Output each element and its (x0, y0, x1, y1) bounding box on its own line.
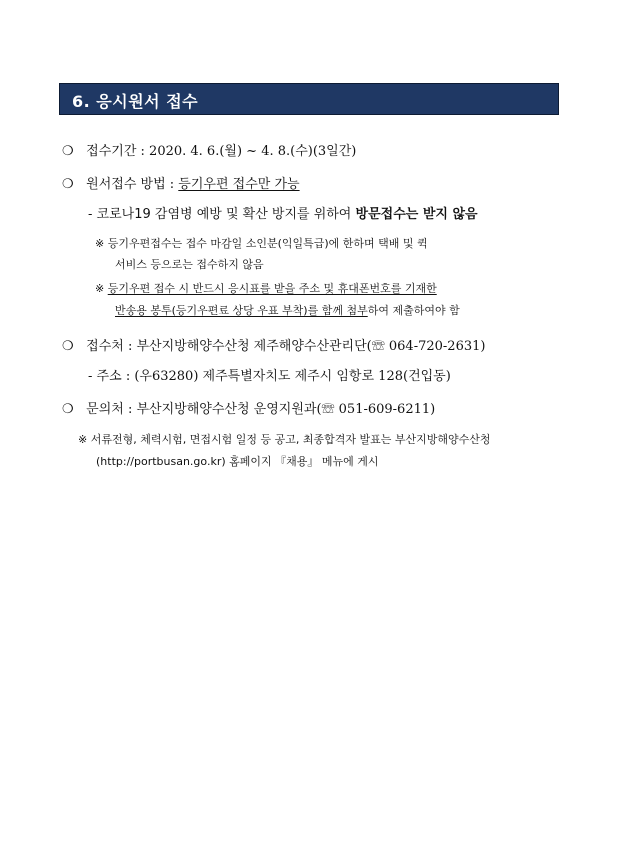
note2-text-plain: 하여 제출하여야 함 (367, 304, 460, 317)
place-row (62, 338, 485, 356)
section-header (59, 83, 559, 115)
footnote-text: 서류전형, 체력시험, 면접시험 일정 등 공고, 최종합격자 발표는 부산지방해양수산청 (90, 433, 491, 446)
address-value: (우63280) 제주특별자치도 제주시 임항로 128(건입동) (134, 369, 451, 384)
contact-separator: : (127, 402, 133, 417)
section-title: 6. 응시원서 접수 (72, 92, 199, 111)
note2-text-underlined-2: 반송용 봉투(등기우편료 상당 우표 부착)를 함께 첨부 (115, 304, 368, 317)
note1-line2: 서비스 등으로는 접수하지 않음 (115, 258, 264, 271)
place-label: 접수처 (86, 339, 124, 354)
method-row (62, 176, 300, 194)
reference-mark-icon: ※ (95, 237, 105, 250)
period-row (62, 143, 356, 161)
circle-bullet-icon: ❍ (62, 339, 74, 354)
method-separator: : (169, 177, 175, 192)
reference-mark-icon: ※ (95, 282, 105, 295)
dash-marker: - (88, 207, 93, 222)
place-value: 부산지방해양수산청 제주해양수산관리단(☏ 064-720-2631) (136, 339, 486, 354)
dash-marker: - (88, 369, 93, 384)
contact-row (62, 401, 435, 419)
note2-line2 (115, 302, 460, 320)
contact-value: 부산지방해양수산청 운영지원과(☏ 051-609-6211) (136, 402, 436, 417)
note2-text-underlined: 등기우편 접수 시 반드시 응시표를 받을 주소 및 휴대폰번호를 기재한 (107, 282, 437, 295)
covid-text: 코로나19 감염병 예방 및 확산 방지를 위하여 (96, 207, 352, 222)
place-separator: : (127, 339, 133, 354)
footnote-line2: (http://portbusan.go.kr) 홈페이지 『채용』 메뉴에 게시 (96, 455, 379, 468)
address-label: 주소 (96, 369, 122, 384)
period-value: 2020. 4. 6.(월) ~ 4. 8.(수)(3일간) (149, 144, 357, 159)
method-label: 원서접수 방법 (86, 177, 166, 192)
reference-mark-icon: ※ (78, 433, 88, 446)
address-row (88, 368, 451, 386)
circle-bullet-icon: ❍ (62, 144, 74, 159)
note1-text: 등기우편접수는 접수 마감일 소인분(익일특급)에 한하며 택배 및 퀵 (107, 237, 428, 250)
note2-line1 (95, 280, 437, 298)
covid-text-bold: 방문접수는 받지 않음 (355, 207, 478, 222)
circle-bullet-icon: ❍ (62, 402, 74, 417)
note1-line1 (95, 235, 428, 253)
contact-label: 문의처 (86, 402, 124, 417)
footnote-line1 (78, 431, 490, 449)
period-separator: : (140, 144, 145, 159)
period-label: 접수기간 (86, 144, 137, 159)
address-separator: : (125, 369, 131, 384)
circle-bullet-icon: ❍ (62, 177, 74, 192)
covid-note (88, 206, 478, 224)
method-value: 등기우편 접수만 가능 (178, 177, 300, 192)
